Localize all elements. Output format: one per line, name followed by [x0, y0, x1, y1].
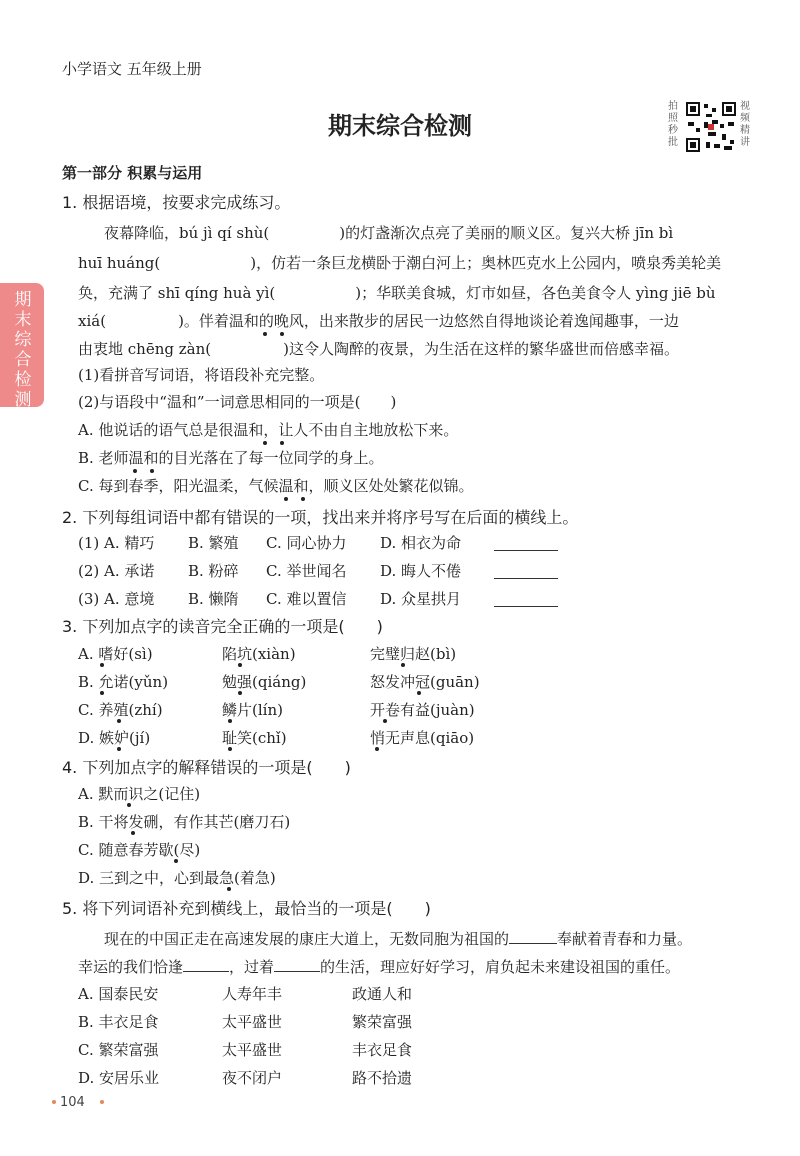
- section-heading: 第一部分 积累与运用: [62, 164, 203, 182]
- page-dot-left: [52, 1100, 56, 1104]
- q2-answer-line-1[interactable]: [494, 550, 558, 551]
- q1-option-c: C. 每到春季，阳光温柔，气候温和，顺义区处处繁花似锦。: [78, 477, 474, 495]
- q3-row: C. 养殖(zhí) 鳞片(lín) 开卷有益(juàn): [78, 701, 475, 719]
- q1-paragraph-line3: 奂，充满了 shī qíng huà yì( )；华联美食城，灯市如昼，各色美食令人 yìng jiē bù: [78, 284, 716, 302]
- q4-option-a: A. 默而识之(记住): [78, 785, 201, 803]
- page-title: 期末综合检测: [328, 112, 472, 140]
- q1-paragraph-line1: 夜幕降临，bú jì qí shù( )的灯盏渐次点亮了美丽的顺义区。复兴大桥 jīn bì: [104, 224, 674, 242]
- qr-left-text: 拍照秒批: [668, 101, 678, 148]
- q2-heading: 2. 下列每组词语中都有错误的一项，找出来并将序号写在后面的横线上。: [62, 508, 579, 527]
- q3-row: A. 嗜好(sì) 陷坑(xiàn) 完璧归赵(bì): [78, 645, 457, 663]
- q1-option-a: A. 他说话的语气总是很温和，让人不由自主地放松下来。: [78, 421, 459, 439]
- book-header: 小学语文 五年级上册: [62, 60, 202, 78]
- q1-paragraph-line5: 由衷地 chēng zàn( )这令人陶醉的夜景，为生活在这样的繁华盛世而倍感幸福。: [78, 340, 679, 358]
- qr-right-text: 视频精讲: [740, 101, 750, 148]
- q4-option-b: B. 干将发硎，有作其芒(磨刀石): [78, 813, 291, 831]
- q4-option-d: D. 三到之中，心到最急(着急): [78, 869, 276, 887]
- q2-row: (3) A. 意境 B. 懒隋 C. 难以置信 D. 众星拱月: [78, 590, 462, 608]
- q2-answer-line-3[interactable]: [494, 606, 558, 607]
- q5-heading: 5. 将下列词语补充到横线上，最恰当的一项是( ): [62, 899, 431, 918]
- q1-sub2: (2)与语段中“温和”一词意思相同的一项是( ): [78, 393, 397, 411]
- q4-option-c: C. 随意春芳歇(尽): [78, 841, 201, 859]
- q1-sub1: (1)看拼音写词语，将语段补充完整。: [78, 366, 325, 384]
- q5-option-row: D. 安居乐业 夜不闭户 路不拾遗: [78, 1069, 413, 1087]
- qr-code-icon[interactable]: [684, 100, 738, 154]
- q5-option-row: B. 丰衣足食 太平盛世 繁荣富强: [78, 1013, 413, 1031]
- q1-option-b: B. 老师温和的目光落在了每一位同学的身上。: [78, 449, 384, 467]
- q1-heading: 1. 根据语境，按要求完成练习。: [62, 193, 291, 212]
- q5-passage-line1: 现在的中国正走在高速发展的康庄大道上，无数同胞为祖国的 奉献着青春和力量。: [104, 930, 693, 948]
- q2-row: (2) A. 承诺 B. 粉碎 C. 举世闻名 D. 晦人不倦: [78, 562, 462, 580]
- q3-row: D. 嫉妒(jí) 耻笑(chǐ) 悄无声息(qiāo): [78, 729, 475, 747]
- page-number: 104: [60, 1095, 85, 1110]
- side-tab-label: 期末综合检测: [14, 290, 32, 410]
- q2-answer-line-2[interactable]: [494, 578, 558, 579]
- q5-option-row: C. 繁荣富强 太平盛世 丰衣足食: [78, 1041, 413, 1059]
- q2-row: (1) A. 精巧 B. 繁殖 C. 同心协力 D. 相衣为命: [78, 534, 462, 552]
- q1-paragraph-line4: xiá( )。伴着温和的晚风，出来散步的居民一边悠然自得地谈论着逸闻趣事，一边: [78, 312, 679, 330]
- q3-row: B. 允诺(yǔn) 勉强(qiáng) 怒发冲冠(guān): [78, 673, 480, 691]
- q1-paragraph-line2: huī huáng( )，仿若一条巨龙横卧于潮白河上；奥林匹克水上公园内，喷泉秀美轮美: [78, 254, 722, 272]
- q4-heading: 4. 下列加点字的解释错误的一项是( ): [62, 758, 351, 777]
- q3-heading: 3. 下列加点字的读音完全正确的一项是( ): [62, 617, 383, 636]
- q5-passage-line2: 幸运的我们恰逢 ，过着 的生活，理应好好学习，肩负起未来建设祖国的重任。: [78, 958, 681, 976]
- q5-option-row: A. 国泰民安 人寿年丰 政通人和: [78, 985, 413, 1003]
- page-dot-right: [100, 1100, 104, 1104]
